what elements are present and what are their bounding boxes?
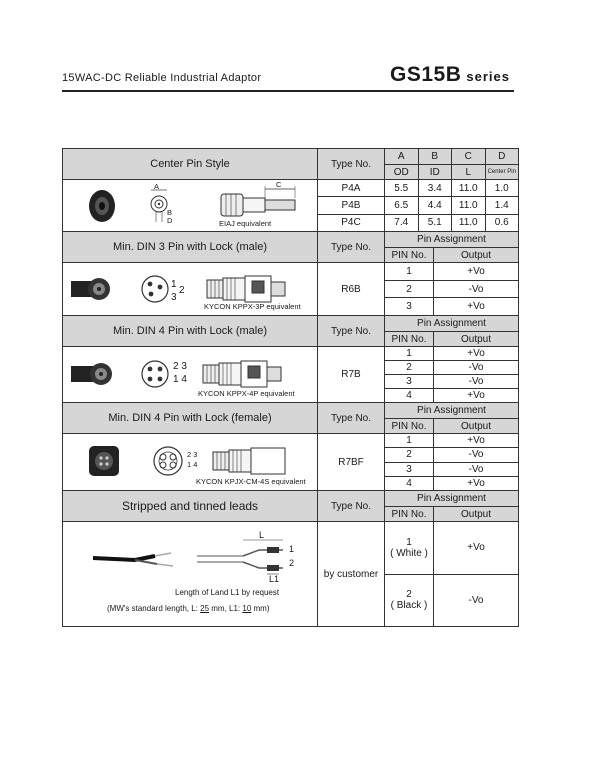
caption-text: mm)	[251, 604, 270, 613]
pin-assignment-header	[385, 491, 518, 521]
table-row	[318, 215, 518, 231]
output-cell: -Vo	[468, 449, 484, 461]
dim-sub: ID	[429, 166, 440, 178]
pin-no-header: PIN No.	[385, 248, 434, 262]
din3-header	[63, 232, 518, 263]
output-header: Output	[460, 508, 492, 520]
dim-col-b	[419, 149, 453, 179]
din4-male-body	[63, 347, 518, 403]
leads-pin-rows	[385, 522, 518, 626]
table-row	[385, 347, 518, 361]
pin-mark-2: 2	[179, 285, 185, 296]
output-cell: +Vo	[467, 301, 485, 313]
output-header: Output	[460, 333, 492, 345]
label-a: A	[154, 182, 160, 191]
eiaj-caption: EIAJ equivalent	[219, 219, 272, 228]
output-cell: -Vo	[468, 362, 484, 373]
din4-male-header	[63, 316, 518, 347]
value-cell: 1.0	[494, 182, 509, 194]
label-b: B	[167, 208, 173, 217]
value-cell: 4.4	[419, 197, 453, 213]
land-length-caption: Length of Land L1 by request	[175, 588, 280, 597]
leads-header	[63, 491, 518, 522]
pin-mark-top: 2 3	[173, 361, 187, 372]
series-label: series	[466, 69, 510, 84]
wire-color: ( Black )	[390, 600, 428, 612]
pin-cell: 1	[385, 434, 434, 447]
table-row	[385, 263, 518, 281]
output-header: Output	[460, 249, 492, 261]
pin-mark-bottom: 1 4	[187, 460, 198, 469]
label-l: L	[259, 530, 265, 540]
dim-col-a	[385, 149, 419, 179]
pin-cell: 3	[385, 375, 434, 388]
pin-mark-top: 2 3	[187, 450, 198, 459]
din4-female-jack-illustration	[63, 434, 318, 490]
table-row	[318, 180, 518, 197]
din4-male-type: R7B	[318, 347, 385, 402]
value-cell: 5.5	[385, 180, 419, 196]
din4-female-caption: KYCON KPJX-CM-4S equivalent	[196, 477, 306, 486]
table-row	[385, 375, 518, 389]
din4-female-type: R7BF	[318, 434, 385, 490]
type-no-header: Type No.	[318, 232, 385, 262]
type-no-header: Type No.	[318, 149, 385, 179]
l1-value: 10	[242, 604, 252, 613]
value-cell: 1.4	[494, 199, 509, 211]
pin-no-header: PIN No.	[385, 419, 434, 433]
value-cell: 3.4	[419, 180, 453, 196]
pin-mark-1: 1	[171, 279, 177, 290]
pin-cell: 2	[385, 361, 434, 374]
value-cell: 0.6	[494, 217, 509, 229]
value-cell: 5.1	[419, 215, 453, 231]
dim-col-c	[452, 149, 486, 179]
table-row	[385, 477, 518, 490]
type-no-header: Type No.	[318, 403, 385, 433]
output-cell: +Vo	[467, 542, 485, 554]
pin-cell: 4	[385, 389, 434, 402]
type-cell: P4C	[318, 215, 385, 231]
pin-mark-3: 3	[171, 292, 177, 303]
center-pin-header	[63, 149, 518, 180]
din3-pin-rows	[385, 263, 518, 315]
pin-cell	[385, 575, 434, 627]
value-cell: 7.4	[385, 215, 419, 231]
pin-number: 2	[406, 589, 412, 601]
pin-cell: 1	[385, 347, 434, 360]
caption-text: (MW's standard length, L:	[107, 604, 201, 613]
leads-type: by customer	[318, 522, 385, 626]
pin-assignment-label: Pin Assignment	[385, 403, 518, 419]
pin-assignment-header	[385, 316, 518, 346]
pin-cell	[385, 522, 434, 574]
dim-letter: D	[486, 149, 519, 165]
output-cell: +Vo	[467, 435, 485, 447]
din4-female-title: Min. DIN 4 Pin with Lock (female)	[63, 403, 318, 433]
dim-letter: A	[385, 149, 418, 165]
standard-length-caption	[107, 604, 270, 613]
din4-male-pin-rows	[385, 347, 518, 402]
center-pin-body	[63, 180, 518, 232]
din3-title: Min. DIN 3 Pin with Lock (male)	[63, 232, 318, 262]
output-connector-table	[62, 148, 519, 627]
value-cell: 11.0	[452, 180, 486, 196]
dim-letter: B	[419, 149, 452, 165]
label-l1: L1	[269, 574, 280, 584]
pin-cell: 2	[385, 281, 434, 298]
table-row	[385, 522, 518, 575]
din4-male-title: Min. DIN 4 Pin with Lock (male)	[63, 316, 318, 346]
document-subtitle: 15WAC-DC Reliable Industrial Adaptor	[62, 72, 262, 84]
type-no-header: Type No.	[318, 491, 385, 521]
pin-cell: 3	[385, 298, 434, 315]
din3-type: R6B	[318, 263, 385, 315]
pin-assignment-label: Pin Assignment	[385, 491, 518, 507]
dim-sub: L	[465, 166, 472, 178]
wire-mark-1: 1	[289, 544, 295, 554]
output-cell: -Vo	[468, 376, 484, 387]
output-cell: +Vo	[467, 390, 485, 401]
pin-number: 1	[406, 536, 412, 548]
pin-mark-bottom: 1 4	[173, 374, 187, 385]
label-d: D	[167, 216, 173, 225]
din4-female-pin-rows	[385, 434, 518, 490]
dim-letter: C	[452, 149, 485, 165]
value-cell: 6.5	[385, 197, 419, 213]
model-name: GS15B	[390, 63, 462, 86]
table-row	[385, 281, 518, 299]
din4-female-body	[63, 434, 518, 491]
label-c: C	[276, 180, 282, 189]
din3-body	[63, 263, 518, 316]
output-cell: +Vo	[467, 477, 485, 489]
table-row	[385, 298, 518, 315]
pin-assignment-label: Pin Assignment	[385, 232, 518, 248]
type-cell: P4A	[318, 180, 385, 196]
dim-col-d	[486, 149, 519, 179]
output-cell: -Vo	[468, 463, 484, 475]
pin-cell: 4	[385, 477, 434, 490]
pin-cell: 3	[385, 463, 434, 476]
center-pin-rows	[318, 180, 518, 231]
output-cell: +Vo	[467, 265, 485, 277]
table-row	[318, 197, 518, 214]
pin-no-header: PIN No.	[385, 332, 434, 346]
pin-assignment-header	[385, 403, 518, 433]
table-row	[385, 361, 518, 375]
value-cell: 11.0	[452, 197, 486, 213]
din4-male-caption: KYCON KPPX-4P equivalent	[198, 389, 295, 398]
dimension-headers	[385, 149, 518, 179]
din3-plug-illustration	[63, 263, 318, 315]
leads-body	[63, 522, 518, 626]
table-row	[385, 389, 518, 402]
output-cell: +Vo	[467, 348, 485, 359]
dim-sub: OD	[393, 166, 409, 178]
din3-caption: KYCON KPPX-3P equivalent	[204, 302, 301, 311]
din4-female-header	[63, 403, 518, 434]
type-no-header: Type No.	[318, 316, 385, 346]
wire-mark-2: 2	[289, 558, 295, 568]
dc-plug-illustration	[63, 180, 318, 231]
pin-cell: 1	[385, 263, 434, 280]
center-pin-title: Center Pin Style	[63, 149, 318, 179]
model-title	[390, 63, 510, 87]
caption-text: mm, L1:	[209, 604, 243, 613]
l-value: 25	[200, 604, 210, 613]
table-row	[385, 434, 518, 448]
leads-title: Stripped and tinned leads	[63, 491, 318, 521]
value-cell: 11.0	[452, 215, 486, 231]
din4-male-plug-illustration	[63, 347, 318, 402]
output-header: Output	[460, 420, 492, 432]
output-cell: -Vo	[468, 283, 484, 295]
page-header	[62, 58, 514, 92]
pin-no-header: PIN No.	[385, 507, 434, 521]
pin-assignment-header	[385, 232, 518, 262]
pin-assignment-label: Pin Assignment	[385, 316, 518, 332]
table-row	[385, 575, 518, 627]
leads-illustration	[63, 522, 318, 626]
table-row	[385, 463, 518, 477]
wire-color: ( White )	[390, 547, 428, 559]
pin-cell: 2	[385, 448, 434, 461]
table-row	[385, 448, 518, 462]
output-cell: -Vo	[468, 594, 484, 606]
dim-sub: Center Pin	[487, 169, 516, 175]
type-cell: P4B	[318, 197, 385, 213]
header-rule	[62, 90, 514, 92]
